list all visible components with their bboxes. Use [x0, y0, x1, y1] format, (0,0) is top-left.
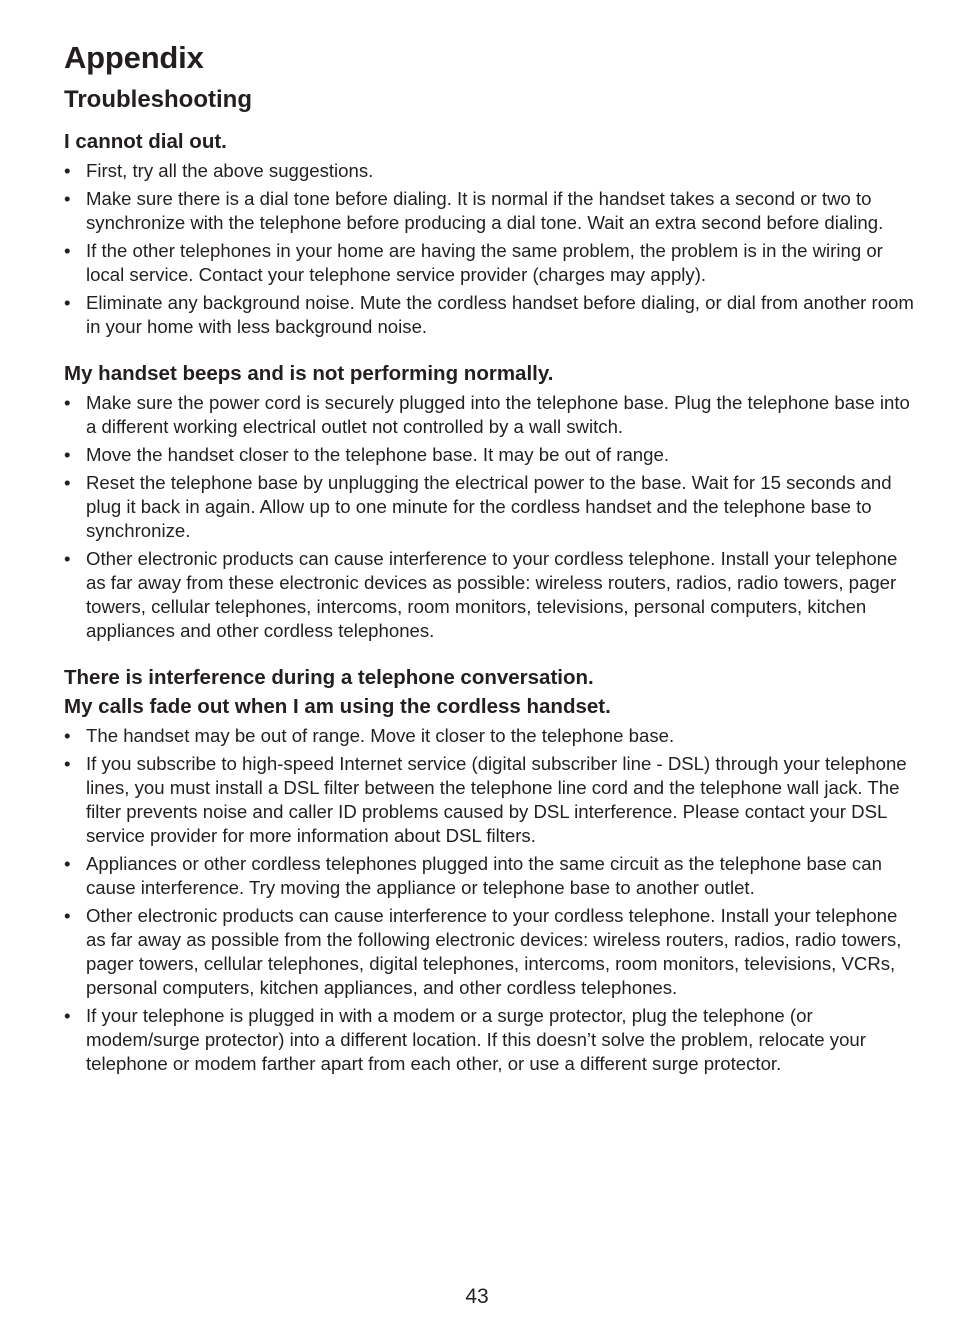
bullet-icon: • [64, 905, 71, 926]
list-item-text: Move the handset closer to the telephone base. It may be out of range. [86, 444, 669, 465]
section-title: Troubleshooting [64, 86, 252, 113]
list-item-text: First, try all the above suggestions. [86, 160, 374, 181]
list-item-text: The handset may be out of range. Move it closer to the telephone base. [86, 725, 675, 746]
list-item-text: If your telephone is plugged in with a modem or a surge protector, plug the telephone (or modem/surge protector) into a different location. If this doesn’t solve the problem, relocate your telephone or modem farther apart from each other, or use a different surge protector. [86, 1005, 866, 1074]
list-item [64, 752, 914, 848]
list-item-text: Reset the telephone base by unplugging the electrical power to the base. Wait for 15 seconds and plug it back in again. Allow up to one minute for the cordless handset and the telephone base to synchronize. [86, 472, 892, 541]
list-item-text: Appliances or other cordless telephones plugged into the same circuit as the telephone base can cause interference. Try moving the appliance or telephone base to another outlet. [86, 853, 882, 898]
list-item [64, 291, 914, 339]
list-item-text: Other electronic products can cause interference to your cordless telephone. Install your telephone as far away as possible from the following electronic devices: wireless routers, radios, radio towers, pager towers, cellular telephones, digital telephones, intercoms, room monitors, televisions, VCRs, personal computers, kitchen appliances, and other cordless telephones. [86, 905, 902, 998]
list-item [64, 724, 914, 748]
list-item-text: Make sure the power cord is securely plugged into the telephone base. Plug the telephone base into a different working electrical outlet not controlled by a wall switch. [86, 392, 910, 437]
list-item [64, 239, 914, 287]
bullet-icon: • [64, 1005, 71, 1026]
bullet-icon: • [64, 292, 71, 313]
issue-heading: I cannot dial out. [64, 130, 227, 153]
page-title: Appendix [64, 40, 204, 75]
list-item [64, 1004, 914, 1076]
bullet-icon: • [64, 753, 71, 774]
list-item [64, 159, 914, 183]
list-item [64, 852, 914, 900]
issue-handset-beeps [64, 359, 914, 643]
page-number: 43 [465, 1285, 489, 1308]
list-item-text: If you subscribe to high-speed Internet service (digital subscriber line - DSL) through your telephone lines, you must install a DSL filter between the telephone line cord and the telephone wall jack. The filter prevents noise and caller ID problems caused by DSL interference. Please contact your DSL service provider for more information about DSL filters. [86, 753, 907, 846]
list-item [64, 547, 914, 643]
bullet-icon: • [64, 725, 71, 746]
bullet-icon: • [64, 160, 71, 181]
issue-heading: My handset beeps and is not performing normally. [64, 362, 554, 385]
list-item [64, 391, 914, 439]
bullet-list [64, 391, 914, 643]
issue-interference [64, 663, 914, 1076]
bullet-list [64, 724, 914, 1076]
bullet-icon: • [64, 444, 71, 465]
issue-cannot-dial-out [64, 127, 914, 339]
bullet-list [64, 159, 914, 339]
list-item-text: Other electronic products can cause interference to your cordless telephone. Install your telephone as far away from these electronic devices as possible: wireless routers, radios, radio towers, pager towers, cellular telephones, intercoms, room monitors, televisions, personal computers, kitchen appliances and other cordless telephones. [86, 548, 898, 641]
bullet-icon: • [64, 472, 71, 493]
bullet-icon: • [64, 392, 71, 413]
list-item-text: Eliminate any background noise. Mute the cordless handset before dialing, or dial from another room in your home with less background noise. [86, 292, 914, 337]
bullet-icon: • [64, 240, 71, 261]
list-item-text: Make sure there is a dial tone before dialing. It is normal if the handset takes a second or two to synchronize with the telephone before producing a dial tone. Wait an extra second before dialing. [86, 188, 884, 233]
list-item [64, 471, 914, 543]
bullet-icon: • [64, 548, 71, 569]
bullet-icon: • [64, 188, 71, 209]
document-page [64, 38, 914, 1080]
issue-heading: There is interference during a telephone conversation. [64, 666, 594, 689]
list-item [64, 187, 914, 235]
list-item-text: If the other telephones in your home are having the same problem, the problem is in the wiring or local service. Contact your telephone service provider (charges may apply). [86, 240, 883, 285]
list-item [64, 904, 914, 1000]
bullet-icon: • [64, 853, 71, 874]
list-item [64, 443, 914, 467]
issue-heading-secondary: My calls fade out when I am using the cordless handset. [64, 695, 611, 718]
